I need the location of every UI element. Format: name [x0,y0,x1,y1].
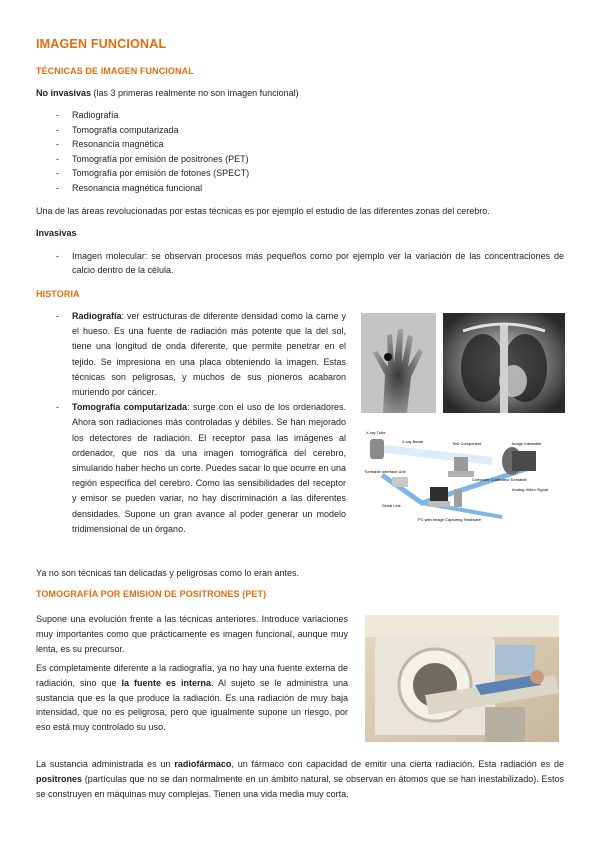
pet-paragraph-2 [36,661,348,735]
diagram-label: X-ray Beam [402,439,424,444]
diagram-label: Serial Link [382,503,401,508]
historia-list [36,309,346,537]
pet-paragraph-1: Supone una evolución frente a las técnicas anteriores. Introduce variaciones muy importantes como que prácticamente es imagen funcional, aunque muy lenta, es su precursor. [36,614,348,654]
pet-p3-bold-1: radiofármaco [174,759,232,769]
diagram-label: PC with Image Capturing Hardware [418,517,481,522]
radiografia-text: : ver estructuras de diferente densidad como la carne y el hueso. Es una fuente de radiación más potente que la del sol, tiene una longitud de onda diferente, que permite penetrar en el tejido. Se impresiona en una placa obteniendo la imagen. Estas técnicas son peligrosas, y muchos de sus pioneros acabaron muriendo por cáncer. [72,311,346,398]
pet-paragraph-3 [36,757,564,802]
section-heading-tecnicas: TÉCNICAS DE IMAGEN FUNCIONAL [36,66,194,76]
diagram-label: Test Component [452,441,482,446]
list-item: - Tomografía por emisión de fotones (SPECT) [36,166,564,181]
no-invasivas-paragraph [36,86,564,100]
section-heading-historia: HISTORIA [36,289,80,299]
pet-scanner-image [365,615,559,742]
diagram-label: X-ray Tube [366,430,386,435]
list-item: - Tomografía por emisión de positrones (PET) [36,152,564,167]
tecnicas-list [36,108,564,196]
diagram-label: Turntable Interface Unit [364,469,406,474]
list-item-tomografia [36,400,346,537]
list-item-radiografia [36,309,346,400]
tomografia-term: Tomografía computarizada [72,402,188,413]
invasivas-label: Invasivas [36,228,77,238]
pet-p2-text-a: Es completamente diferente a la radiografía, ya no hay una fuente externa de radiación, sino que [36,663,348,688]
pet-p3-text-c: (partículas que no se dan normalmente en un ámbito natural, se observan en átomos que se han inestabilizado). Estos se construyen en máquinas muy complejas. Tienen una vida media muy corta. [36,774,564,799]
pet-p3-text-a: La sustancia administrada es un [36,759,175,769]
list-item: - Resonancia magnética funcional [36,181,564,196]
hand-xray-image [361,313,436,413]
ct-setup-diagram [362,425,562,535]
section-heading-pet: TOMOGRAFÍA POR EMISION DE POSITRONES (PET) [36,589,267,599]
diagram-label: Computer Controlled Turntable [472,477,527,482]
pet-p2-text-b: . Al sujeto se le administra una sustancia que es la que produce la radiación. Es una radiación de muy baja intensidad, que no es peligrosa, pero que igualmente supone un riesgo, por eso está muy controlado su uso. [36,677,348,733]
invasivas-list [36,249,564,277]
list-item: - Tomografía computarizada [36,123,564,138]
no-invasivas-note: (las 3 primeras realmente no son imagen funcional) [91,88,299,98]
list-item: - Imagen molecular: se observan procesos más pequeños como por ejemplo ver la variación de las concentraciones de calcio dentro de la célula. [36,249,564,277]
tomografia-text: : surge con el uso de los ordenadores. Ahora son radiaciones más controladas y débiles. Se han mejorado los detectores de radiación. El receptor pasa las imágenes al ordenador, que nos da una imagen tomográfica del cerebro, simulando haber hecho un corte. Puedes sacar lo que ocurre en una región específica del cerebro. Como las sensibilidades del receptor y emisor se pueden variar, no hay discriminación a las diferentes densidades. Supone un gran avance al poder generar un modelo tridimensional de un órgano. [72,402,346,534]
historia-closing: Ya no son técnicas tan delicadas y peligrosas como lo eran antes. [36,568,299,578]
page-title: IMAGEN FUNCIONAL [36,37,167,51]
summary-paragraph: Una de las áreas revolucionadas por estas técnicas es por ejemplo el estudio de las diferentes zonas del cerebro. [36,206,490,216]
diagram-label: Analog Video Signal [512,487,548,492]
pet-p3-bold-2: positrones [36,774,83,784]
no-invasivas-label: No invasivas [36,88,92,98]
pet-p3-text-b: , un fármaco con capacidad de emitir una cierta radiación. Esta radiación es de [231,759,564,769]
diagram-label: Image Intensifier [512,441,542,446]
chest-xray-image [443,313,565,413]
radiografia-term: Radiografía [72,311,122,321]
list-item: - Radiografía [36,108,564,123]
list-item: - Resonancia magnética [36,137,564,152]
pet-p2-bold: la fuente es interna [121,677,211,688]
